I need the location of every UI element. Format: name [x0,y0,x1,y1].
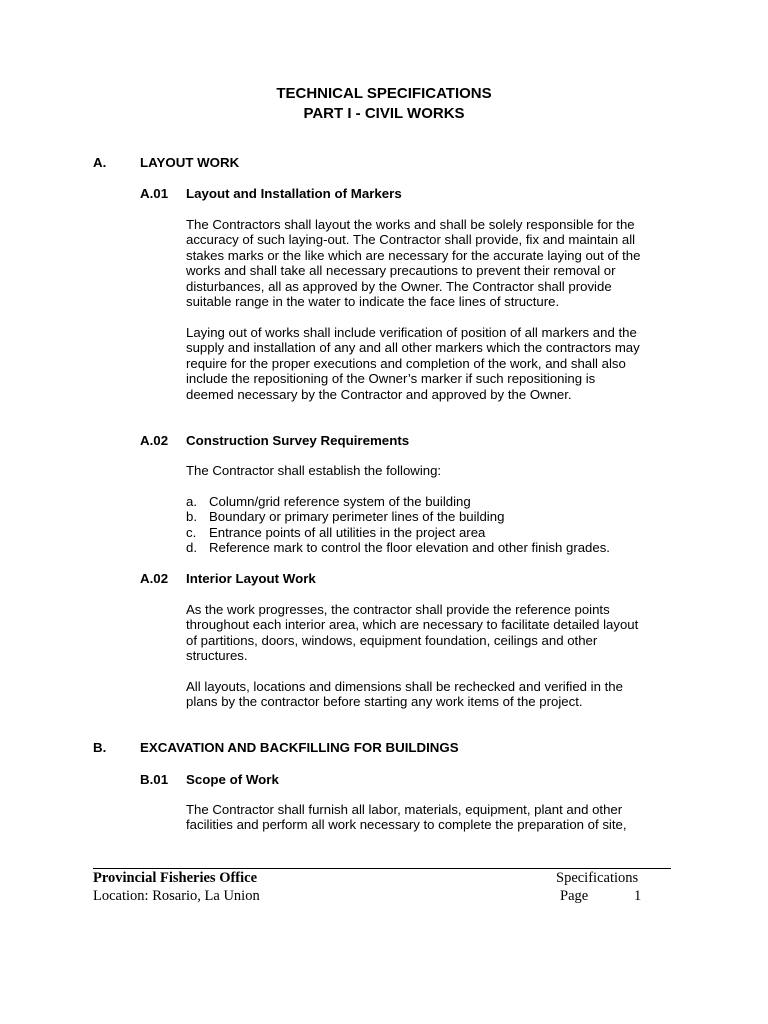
list-item [186,525,686,540]
title-line-2: PART I - CIVIL WORKS [303,105,465,122]
footer-location: Location: Rosario, La Union [93,888,260,904]
list-marker: d. [186,539,197,555]
text-line: The Contractors shall layout the works and shall be solely responsible for the [186,217,635,232]
subsection-a01-number: A.01 [140,186,169,201]
footer-office: Provincial Fisheries Office [93,870,258,886]
text-line: Laying out of works shall include verification of position of all markers and the [186,325,637,340]
text-line: include the repositioning of the Owner’s marker if such repositioning is [186,371,596,387]
list-text: Column/grid reference system of the building [209,494,471,509]
text-line: suitable range in the water to indicate the face lines of structure. [186,294,560,310]
text-line: deemed necessary by the Contractor and approved by the Owner. [186,386,572,402]
a01-paragraph-2 [186,325,675,402]
text-line: facilities and perform all work necessary to complete the preparation of site, [186,817,627,833]
list-text: Reference mark to control the floor elevation and other finish grades. [209,539,610,555]
text-line: supply and installation of any and all other markers which the contractors may [186,340,640,356]
section-a-title: LAYOUT WORK [140,155,240,170]
text-line: The Contractor shall furnish all labor, materials, equipment, plant and other [186,802,623,817]
footer-divider [93,868,671,869]
text-line: All layouts, locations and dimensions shall be rechecked and verified in the [186,679,623,694]
subsection-a01-title: Layout and Installation of Markers [186,186,402,201]
subsection-a02-number: A.02 [140,433,169,448]
subsection-b01-title: Scope of Work [186,772,279,787]
text-line: throughout each interior area, which are necessary to facilitate detailed layout [186,617,639,633]
list-marker: b. [186,509,197,525]
subsection-a02-title: Construction Survey Requirements [186,433,410,448]
text-line: require for the proper executions and completion of the work, and shall also [186,355,626,371]
footer-page-number: 1 [634,888,642,904]
list-marker: c. [186,524,197,540]
footer-doc-type: Specifications [556,870,639,886]
a01-paragraph-1 [186,217,675,309]
list-item [186,540,686,555]
text-line: of partitions, doors, windows, equipment foundation, ceilings and other [186,632,598,648]
section-b-letter: B. [93,740,107,755]
text-line: As the work progresses, the contractor shall provide the reference points [186,602,610,617]
subsection-a03-title: Interior Layout Work [186,571,316,586]
a03-paragraph-1 [186,602,675,664]
a03-paragraph-2 [186,679,675,710]
b01-paragraph-1 [186,802,675,833]
text-line: plans by the contractor before starting any work items of the project. [186,694,583,710]
footer-page-label: Page [560,888,589,904]
subsection-a03-number: A.02 [140,571,169,586]
text-line: structures. [186,648,248,664]
text-line: works and shall take all necessary precautions to prevent their removal or [186,263,616,279]
list-text: Boundary or primary perimeter lines of the building [209,509,505,525]
list-marker: a. [186,494,197,509]
subsection-b01-number: B.01 [140,772,169,787]
text-line: disturbances, all as approved by the Owner. The Contractor shall provide [186,278,612,294]
text-line: stakes marks or the like which are necessary for the accurate laying out of the [186,247,641,263]
section-a-letter: A. [93,155,107,170]
list-item [186,509,686,524]
list-item [186,494,686,509]
title-line-1: TECHNICAL SPECIFICATIONS [276,85,492,102]
survey-requirements-list [186,494,686,555]
a02-intro: The Contractor shall establish the following: [186,463,442,478]
text-line: accuracy of such laying-out. The Contractor shall provide, fix and maintain all [186,232,636,248]
section-b-title: EXCAVATION AND BACKFILLING FOR BUILDINGS [140,740,459,755]
list-text: Entrance points of all utilities in the project area [209,524,486,540]
